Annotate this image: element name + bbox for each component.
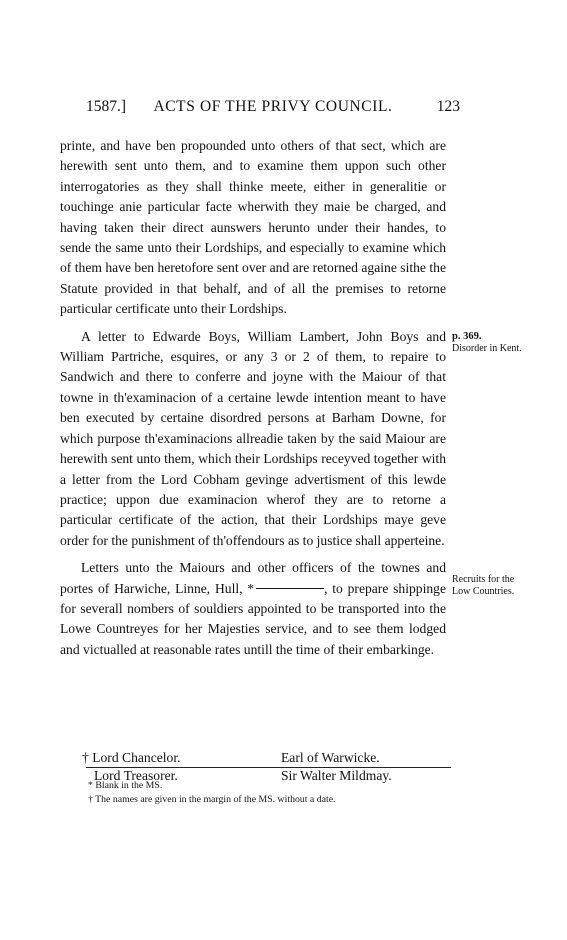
- margin-note-recruits-text: Recruits for the Low Countries.: [452, 574, 515, 597]
- blank-in-ms-line: [256, 588, 324, 589]
- paragraph-letter-boys: A letter to Edwarde Boys, William Lambert, John Boys and William Partriche, esquires, or any 3 or 2 of them, to repaire to Sandwich and there to conferre and joyne with the Maiour of that towne in th'examinacion of a certaine lewde intention meant to have ben executed by certaine disordred persons at Barham Downe, for which purpose th'examinacions allreadie taken by the said Maiour are herewith sent unto them, which their Lordships receyved together with a letter from the Lord Cobham gevinge advertisment of this lewde practice; uppon due examinacion wherof they are to retorne a particular certificate of the action, that their Lordships maye geve order for the punishment of th'offendours as to justice shall apperteine.: [60, 328, 446, 548]
- signatory-lord-treasorer: Lord Treasorer.: [94, 768, 178, 783]
- margin-page-ref: p. 369.: [452, 331, 482, 342]
- signatory-walter-mildmay: Sir Walter Mildmay.: [281, 768, 392, 783]
- paragraph-letters-maiours-end: , to prepare shippinge for severall nombers of souldiers appointed to be transported into the Lowe Countreyes for her Majesties service, and to see them lodged and victualled at reasonable rates untill the time of their embarkinge.: [60, 580, 446, 657]
- footnote-names: † The names are given in the margin of the MS. without a date.: [88, 793, 336, 805]
- paragraph-continuation: printe, and have ben propounded unto others of that sect, which are herewith sent unto them, and to examine them uppon such other interrogatories as they shall thinke meete, either in generalitie or touchinge anie particular facte wherwith they maie be charged, and having taken their direct aunswers herunto under their handes, to sende the same unto their Lordships, and especially to examine which of them have ben heretofore sent over and are retorned againe sithe the Statute provided in that behalf, and of all the premises to retorne particular certificate unto their Lordships.: [60, 138, 446, 317]
- header-title: ACTS OF THE PRIVY COUNCIL.: [153, 98, 393, 115]
- footnote-rule: [86, 767, 451, 768]
- paragraph-letters-maiours-start: Letters unto the Maiours and other officers of the townes and portes of Harwiche, Linne, Hull, *: [60, 560, 446, 596]
- running-header: [86, 98, 460, 120]
- signatory-lord-chancelor: † Lord Chancelor.: [82, 750, 181, 765]
- paragraph-letters-maiours: [60, 558, 446, 660]
- footnote-blank: * Blank in the MS.: [88, 780, 163, 791]
- margin-note-disorder-text: Disorder in Kent.: [452, 342, 522, 354]
- margin-note-recruits: [452, 574, 524, 597]
- header-year: 1587.]: [86, 98, 127, 115]
- margin-note-disorder: [452, 331, 524, 354]
- page-number: 123: [436, 98, 460, 115]
- signatory-earl-of-warwicke: Earl of Warwicke.: [281, 750, 380, 765]
- footnotes: [88, 779, 448, 806]
- body-text: [60, 136, 446, 660]
